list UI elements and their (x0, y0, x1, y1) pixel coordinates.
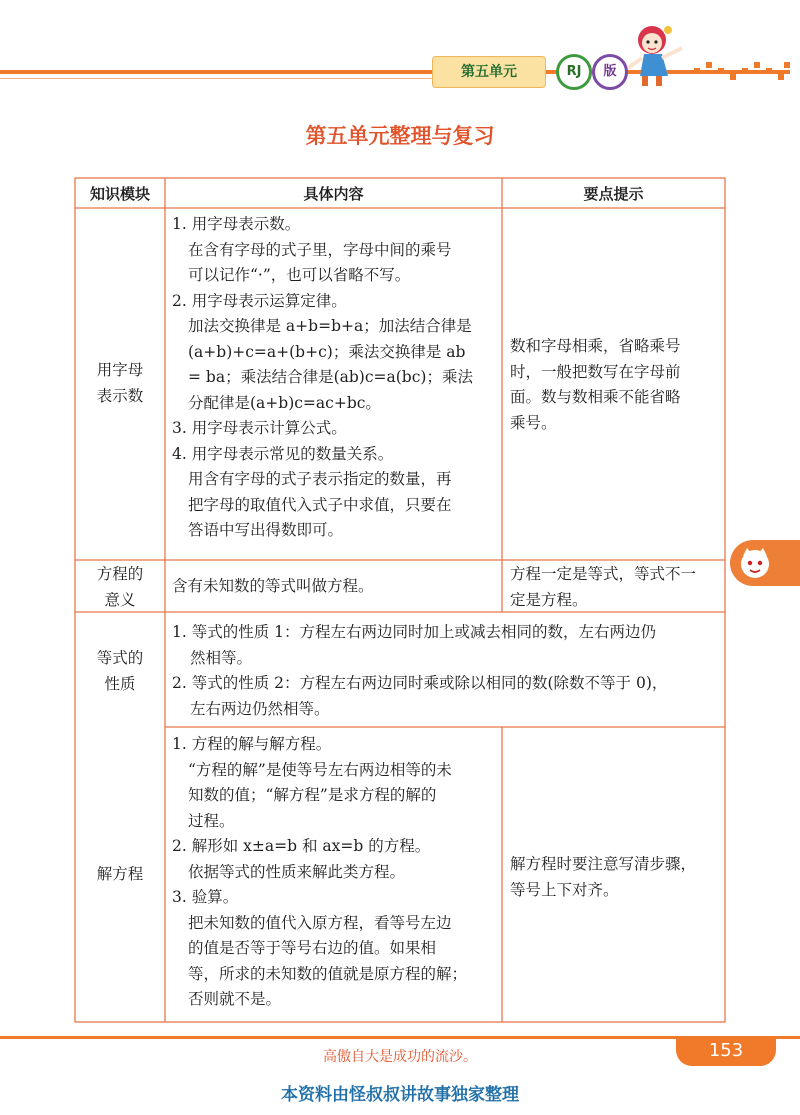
content-letters-for-numbers: 1. 用字母表示数。 在含有字母的式子里，字母中间的乘号 可以记作“·”，也可以省略不写。 2. 用字母表示运算定律。 加法交换律是 a+b=b+a；加法结合律是 (a+b)+c=a+(b+c)；乘法交换律是 ab = ba；乘法结合律是(ab)c=a(bc)；乘法 分配律是(a+b)c=ac+bc。 3. 用字母表示计算公式。 4. 用字母表示常见的数量关系。 用含有字母的式子表示指定的数量，再 把字母的取值代入式子中求值，只要在 答语中写出得数即可。 (172, 215, 473, 539)
unit-label: 第五单元 (432, 56, 546, 88)
credit-line: 本资料由怪叔叔讲故事独家整理 (281, 1085, 519, 1105)
mascot-girl-icon (622, 18, 692, 90)
rj-badge: RJ (556, 54, 592, 90)
tip-solving-equations: 解方程时要注意写清步骤， 等号上下对齐。 (510, 855, 697, 899)
content-equality-properties: 1. 等式的性质 1：方程左右两边同时加上或减去相同的数，左右两边仍 然相等。 2. 等式的性质 2：方程左右两边同时乘或除以相同的数(除数不等于 0)， 左右两边仍然相等。 (172, 623, 668, 718)
tip-letters-for-numbers: 数和字母相乘，省略乘号 时，一般把数写在字母前 面。数与数相乘不能省略 乘号。 (510, 337, 681, 432)
column-header-module: 知识模块 (89, 185, 150, 203)
column-header-tips: 要点提示 (583, 185, 644, 203)
module-letters-for-numbers: 用字母 表示数 (96, 361, 144, 405)
footer-motto: 高傲自大是成功的流沙。 (323, 1049, 477, 1065)
module-equation-meaning: 方程的 意义 (96, 565, 144, 609)
tip-equation-meaning: 方程一定是等式，等式不一 定是方程。 (510, 565, 697, 609)
page-title: 第五单元整理与复习 (305, 124, 495, 148)
content-solving-equations: 1. 方程的解与解方程。 “方程的解”是使等号左右两边相等的未 知数的值；“解方程”是求方程的解的 过程。 2. 解形如 x±a=b 和 ax=b 的方程。 依据等式的性质来解此类方程。 3. 验算。 把未知数的值代入原方程，看等号左边 的值是否等于等号右边的值。如果相 等，所求的未知数的值就是原方程的解； 否则就不是。 (172, 735, 468, 1008)
content-equation-meaning: 含有未知数的等式叫做方程。 (172, 577, 374, 595)
module-equality-properties: 等式的 性质 (96, 649, 144, 693)
edition-badge: 版 (592, 54, 628, 90)
checker-pattern-icon (694, 62, 794, 80)
cartoon-face-icon (738, 546, 772, 580)
side-tab (730, 540, 800, 586)
module-solving-equations: 解方程 (96, 865, 144, 883)
page-number: 153 (676, 1036, 776, 1066)
column-header-content: 具体内容 (303, 185, 364, 203)
